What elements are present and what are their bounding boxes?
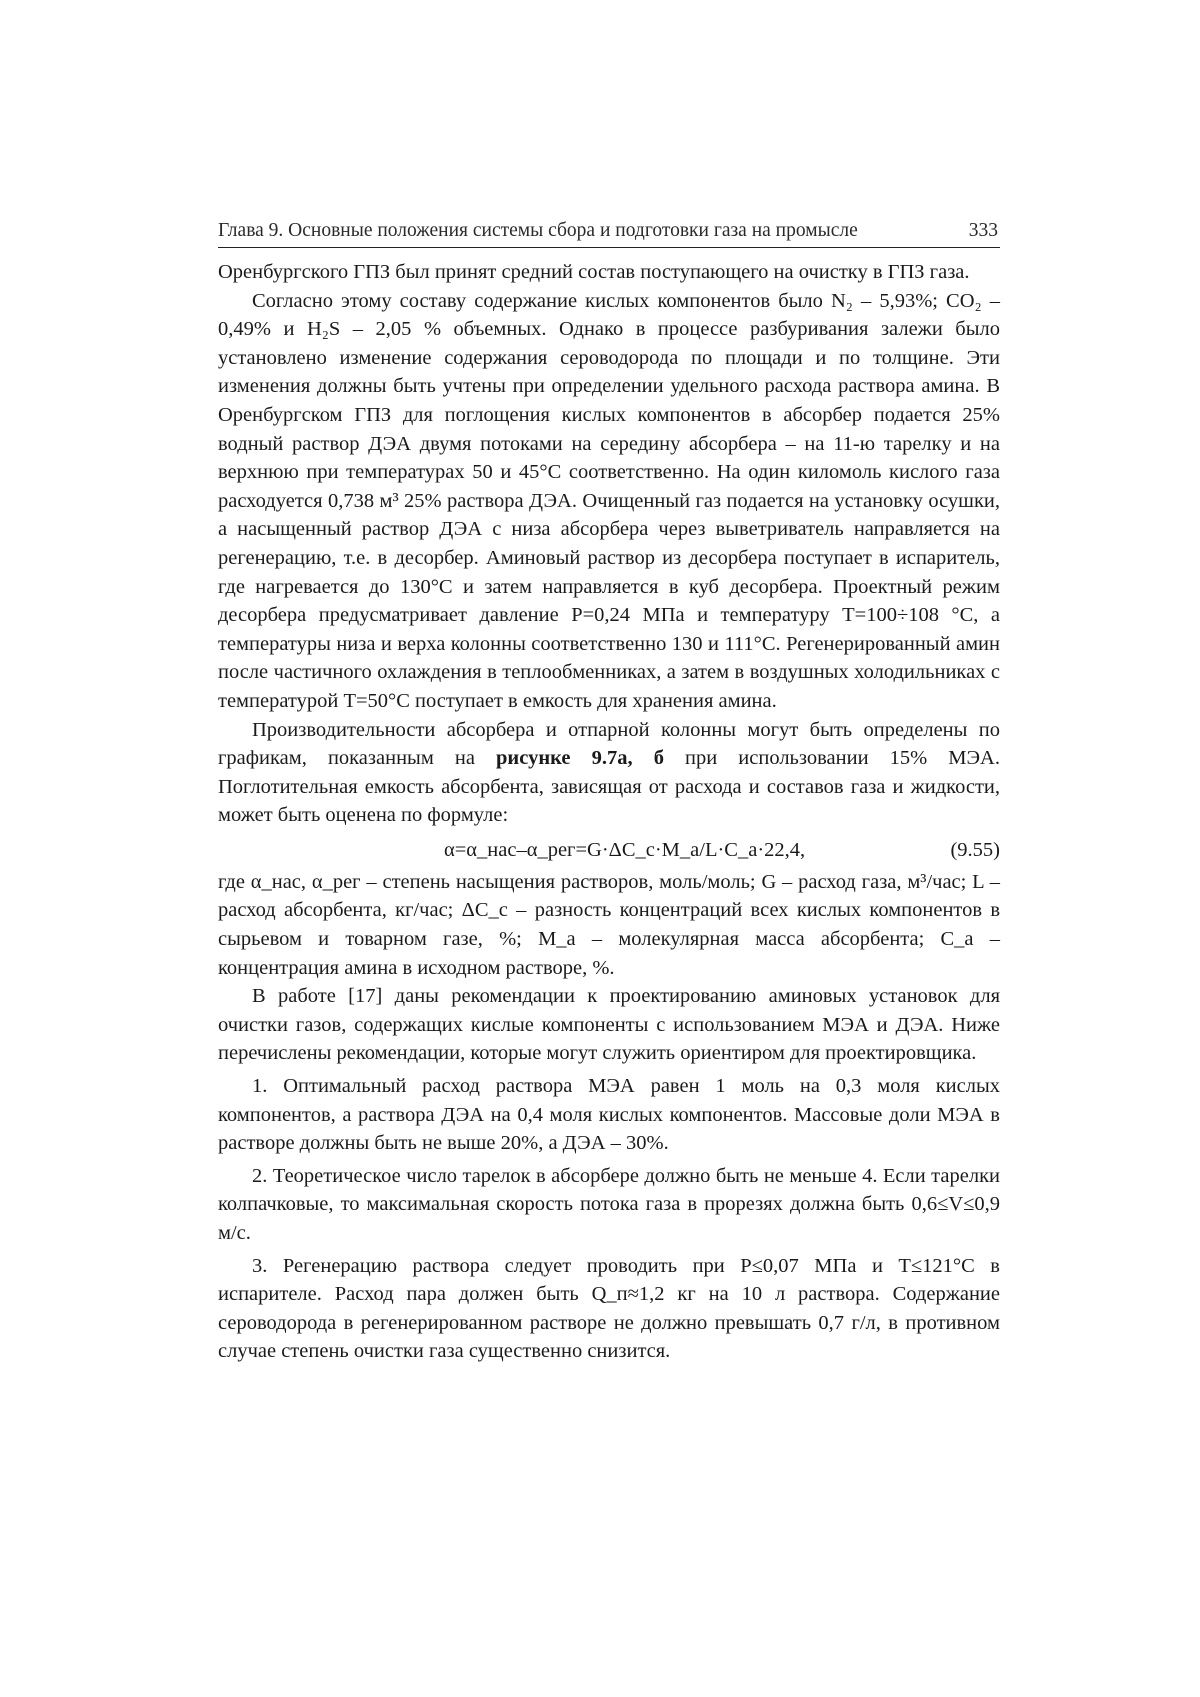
equation-row	[218, 832, 1000, 868]
equation: α=α_нас–α_рег=G·ΔC_c·M_а/L·C_а·22,4,	[444, 838, 806, 861]
recommendation-2: 2. Теоретическое число тарелок в абсорбере должно быть не меньше 4. Если тарелки колпачковые, то максимальная скорость потока газа в прорезях должна быть 0,6≤V≤0,9 м/с.	[218, 1164, 1000, 1244]
equation-number: (9.55)	[950, 838, 1000, 861]
recommendation-3: 3. Регенерацию раствора следует проводить при P≤0,07 МПа и T≤121°С в испарителе. Расход пара должен быть Q_п≈1,2 кг на 10 л раствора. Содержание сероводорода в регенерированном растворе не должно превышать 0,7 г/л, в противном случае степень очистки газа существенно снизится.	[218, 1254, 1000, 1363]
paragraph-3	[218, 716, 1000, 830]
paragraph-1: Оренбургского ГПЗ был принят средний состав поступающего на очистку в ГПЗ газа.	[218, 261, 970, 283]
figure-reference: рисунке 9.7а, б	[496, 747, 664, 770]
paragraph-3-end: при использовании 15% МЭА. Поглотительная емкость абсорбента, зависящая от расхода и составов газа и жидкости, может быть оценена по формуле:	[218, 747, 1000, 827]
paragraph-5: В работе [17] даны рекомендации к проектированию аминовых установок для очистки газов, содержащих кислые компоненты с использованием МЭА и ДЭА. Ниже перечислены рекомендации, которые могут служить ориентиром для проектировщика.	[218, 985, 1000, 1065]
body-text	[218, 258, 1000, 1366]
recommendation-1: 1. Оптимальный расход раствора МЭА равен 1 моль на 0,3 моля кислых компонентов, а раствора ДЭА на 0,4 моля кислых компонентов. Массовые доли МЭА в растворе должны быть не выше 20%, а ДЭА – 30%.	[218, 1075, 1000, 1155]
paragraph-3-start: Производительности абсорбера и отпарной колонны могут быть определены по графикам, показанным на	[218, 718, 1000, 770]
document-page	[218, 218, 1000, 1366]
running-header	[218, 218, 1000, 248]
paragraph-4: где α_нас, α_рег – степень насыщения растворов, моль/моль; G – расход газа, м³/час; L – расход абсорбента, кг/час; ΔC_c – разность концентраций всех кислых компонентов в сырьевом и товарном газе, %; M_а – молекулярная масса абсорбента; C_а – концентрация амина в исходном растворе, %.	[218, 870, 1000, 979]
running-title: Глава 9. Основные положения системы сбора и подготовки газа на промысле	[218, 220, 858, 241]
page-number: 333	[968, 220, 998, 241]
paragraph-2: Согласно этому составу содержание кислых компонентов было N₂ – 5,93%; CO₂ – 0,49% и H₂S – 2,05 % объемных. Однако в процессе разбуривания залежи было установлено изменение содержания сероводорода по площади и по толщине. Эти изменения должны быть учтены при определении удельного расхода раствора амина. В Оренбургском ГПЗ для поглощения кислых компонентов в абсорбер подается 25% водный раствор ДЭА двумя потоками на середину абсорбера – на 11-ю тарелку и на верхнюю при температурах 50 и 45°С соответственно. На один киломоль кислого газа расходуется 0,738 м³ 25% раствора ДЭА. Очищенный газ подается на установку осушки, а насыщенный раствор ДЭА с низа абсорбера через выветриватель направляется на регенерацию, т.е. в десорбер. Аминовый раствор из десорбера поступает в испаритель, где нагревается до 130°С и затем направляется в куб десорбера. Проектный режим десорбера предусматривает давление P=0,24 МПа и температуру T=100÷108 °С, а температуры низа и верха колонны соответственно 130 и 111°С. Регенерированный амин после частичного охлаждения в теплообменниках, а затем в воздушных холодильниках с температурой T=50°С поступает в емкость для хранения амина.	[218, 289, 1000, 712]
